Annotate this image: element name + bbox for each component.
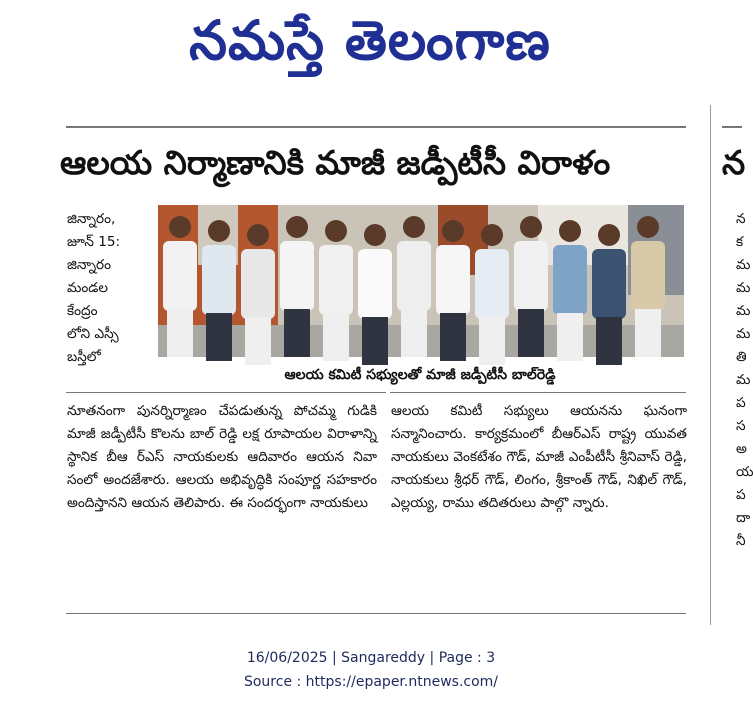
- person-head: [637, 216, 659, 238]
- person-head: [364, 224, 386, 246]
- person-legs: [557, 313, 583, 361]
- person-legs: [206, 313, 232, 361]
- person-legs: [401, 309, 427, 357]
- adjacent-column-line: మ: [736, 326, 751, 342]
- person-head: [403, 216, 425, 238]
- person-legs: [245, 317, 271, 365]
- article-photo: [158, 205, 684, 357]
- adjacent-column-line: ప: [736, 395, 746, 411]
- person-legs: [635, 309, 661, 357]
- person-body: [280, 241, 314, 311]
- person-body: [436, 245, 470, 315]
- person-legs: [323, 313, 349, 361]
- adjacent-column-line: నీ: [736, 533, 746, 549]
- person-legs: [479, 317, 505, 365]
- adjacent-column-line: స: [736, 418, 746, 434]
- masthead: [0, 0, 742, 84]
- dateline-line: లోని ఎస్సీ: [67, 326, 119, 342]
- adjacent-column-line: తి: [736, 349, 747, 365]
- person-head: [442, 220, 464, 242]
- person-body: [163, 241, 197, 311]
- dateline-line: మండల: [67, 280, 108, 296]
- dateline-line: జిన్నారం,: [67, 211, 116, 227]
- person-legs: [518, 309, 544, 357]
- person-legs: [284, 309, 310, 357]
- dateline: [67, 208, 157, 369]
- adjacent-column-line: మ: [736, 257, 751, 273]
- person-legs: [440, 313, 466, 361]
- adjacent-column-line: మ: [736, 372, 751, 388]
- group-photo: [158, 205, 684, 357]
- person-head: [247, 224, 269, 246]
- article-column-2: ఆలయ కమిటీ సభ్యులు ఆయనను ఘనంగా సన్మానించారు. కార్యక్రమంలో బీఆర్‌ఎస్ రాష్ట్ర యువత నాయకులు వెంకటేశం గౌడ్, మాజీ ఎంపీటీసీ శ్రీనివాస్ రెడ్డి, నాయకులు శ్రీధర్ గౌడ్, లింగం, శ్రీకాంత్ గౌడ్, నిఖిల్ గౌడ్, ఎల్లయ్య, రాము తదితరులు పాల్గొ న్నారు.: [391, 403, 687, 511]
- adjacent-column-line: మ: [736, 303, 751, 319]
- person-head: [598, 224, 620, 246]
- person-body: [631, 241, 665, 311]
- adjacent-column-line: దా: [736, 510, 751, 526]
- person-head: [520, 216, 542, 238]
- person-body: [319, 245, 353, 315]
- footer-date-line: 16/06/2025 | Sangareddy | Page : 3: [246, 650, 496, 666]
- person-body: [475, 249, 509, 319]
- person-body: [358, 249, 392, 319]
- person-head: [286, 216, 308, 238]
- adjacent-column-line: ప: [736, 487, 746, 503]
- dateline-line: జూన్ 15:: [67, 234, 121, 250]
- person-body: [241, 249, 275, 319]
- caption-rule-right: [390, 392, 686, 393]
- dateline-line: బస్తీలో: [67, 349, 101, 365]
- adjacent-column-fragment: [736, 208, 753, 553]
- edge-top-rule: [722, 126, 742, 128]
- caption-rule-left: [66, 392, 386, 393]
- adjacent-column-line: య: [736, 464, 753, 480]
- adjacent-column-line: మ: [736, 280, 751, 296]
- photo-caption: ఆలయ కమిటీ సభ్యులతో మాజీ జడ్పీటీసీ బాల్‌రెడ్డి: [284, 367, 556, 383]
- person-legs: [596, 317, 622, 365]
- top-rule: [66, 126, 686, 128]
- dateline-line: జిన్నారం: [67, 257, 111, 273]
- person-body: [553, 245, 587, 315]
- dateline-line: కేంద్రం: [67, 303, 98, 319]
- person-head: [208, 220, 230, 242]
- adjacent-column-line: న: [736, 211, 746, 227]
- bottom-rule: [66, 613, 686, 614]
- person-legs: [362, 317, 388, 365]
- person-head: [325, 220, 347, 242]
- article-headline: ఆలయ నిర్మాణానికి మాజీ జడ్పీటీసీ విరాళం: [60, 143, 611, 182]
- article-column-1: నూతనంగా పునర్నిర్మాణం చేపడుతున్న పోచమ్మ గుడికి మాజీ జడ్పీటీసీ కొలను బాల్ రెడ్డి లక్ష రూపాయల విరాళాన్ని స్థానిక బీఆ ర్‌ఎస్ నాయకులకు ఆదివారం ఆయన నివా సంలో అందజేశారు. ఆలయ అభివృద్ధికి సంపూర్ణ సహకారం అందిస్తానని ఆయన తెలిపారు. ఈ సందర్భంగా నాయకులు: [67, 403, 377, 511]
- person-body: [202, 245, 236, 315]
- adjacent-column-line: అ: [736, 441, 747, 457]
- column-divider: [710, 105, 711, 625]
- person-body: [514, 241, 548, 311]
- person-head: [559, 220, 581, 242]
- person-legs: [167, 309, 193, 357]
- person-body: [592, 249, 626, 319]
- adjacent-column-line: క: [736, 234, 744, 250]
- newspaper-title: నమస్తే తెలంగాణ: [189, 9, 551, 72]
- person-head: [169, 216, 191, 238]
- adjacent-headline-fragment: న: [722, 143, 746, 182]
- person-body: [397, 241, 431, 311]
- person-head: [481, 224, 503, 246]
- footer-source-line: Source : https://epaper.ntnews.com/: [243, 674, 499, 690]
